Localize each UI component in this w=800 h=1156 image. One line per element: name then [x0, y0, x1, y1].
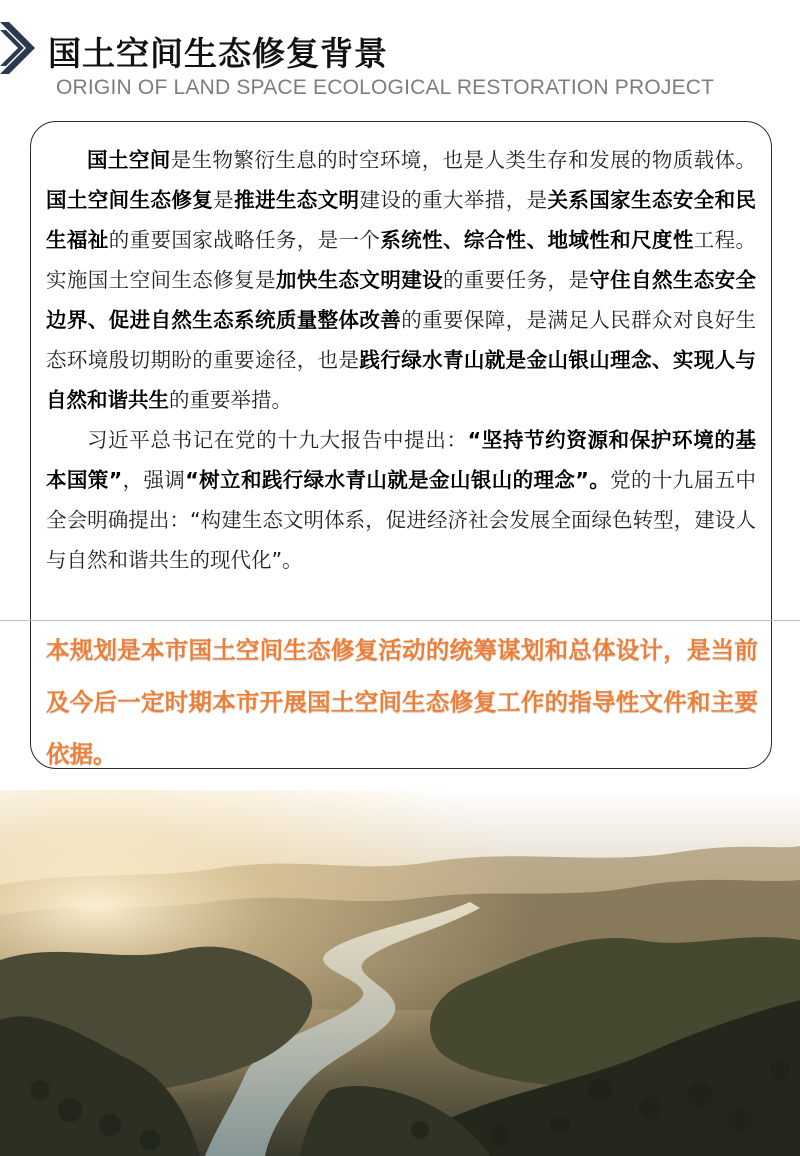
bold-phrase: 践行绿水青山就是金山银山理念、实现人与自然和谐共生 — [46, 348, 757, 412]
text-run: 建设的重大举措，是 — [359, 188, 548, 212]
bold-quote: “坚持节约资源和保护环境的基本国策” — [46, 428, 756, 492]
page-subtitle: ORIGIN OF LAND SPACE ECOLOGICAL RESTORATION PROJECT — [56, 76, 715, 99]
text-run: 的重要国家战略任务，是一个 — [108, 228, 381, 252]
text-run: ，强调 — [122, 468, 186, 492]
bold-phrase: 系统性、综合性、地域性和尺度性 — [380, 228, 694, 252]
paragraph-1 — [46, 140, 756, 420]
text-run: 的重要保障，是满足人民群众对良好生态环境殷切期盼的重要途径，也是 — [46, 308, 757, 372]
bold-quote: “树立和践行绿水青山就是金山银山的理念”。 — [185, 468, 611, 492]
bold-phrase: 关系国家生态安全和民生福祉 — [46, 188, 757, 252]
bold-phrase: 推进生态文明 — [234, 188, 360, 212]
text-run: 是 — [213, 188, 235, 212]
bold-phrase: 国土空间生态修复 — [46, 188, 214, 212]
bold-phrase: 加快生态文明建设 — [275, 268, 443, 292]
mountain-river-landscape-image — [0, 790, 800, 1156]
bold-phrase: 守住自然生态安全边界、促进自然生态系统质量整体改善 — [46, 268, 757, 332]
text-run: 工程。实施国土空间生态修复是 — [46, 228, 757, 292]
divider-line — [0, 620, 800, 621]
text-run: 的重要任务，是 — [443, 268, 590, 292]
text-run: 习近平总书记在党的十九大报告中提出： — [87, 428, 468, 452]
paragraph-2 — [46, 420, 756, 580]
highlight-statement: 本规划是本市国土空间生态修复活动的统筹谋划和总体设计，是当前及今后一定时期本市开展国土空间生态修复工作的指导性文件和主要依据。 — [46, 636, 758, 768]
text-run: 党的十九届五中全会明确提出：“构建生态文明体系，促进经济社会发展全面绿色转型，建设人与自然和谐共生的现代化”。 — [46, 468, 757, 572]
chevron-right-icon — [0, 22, 44, 74]
page-title: 国土空间生态修复背景 — [48, 34, 388, 73]
text-run: 的重要举措。 — [169, 388, 292, 412]
bold-phrase: 国土空间 — [87, 148, 171, 172]
text-run: 是生物繁衍生息的时空环境，也是人类生存和发展的物质载体。 — [170, 148, 757, 172]
body-text — [46, 140, 756, 580]
